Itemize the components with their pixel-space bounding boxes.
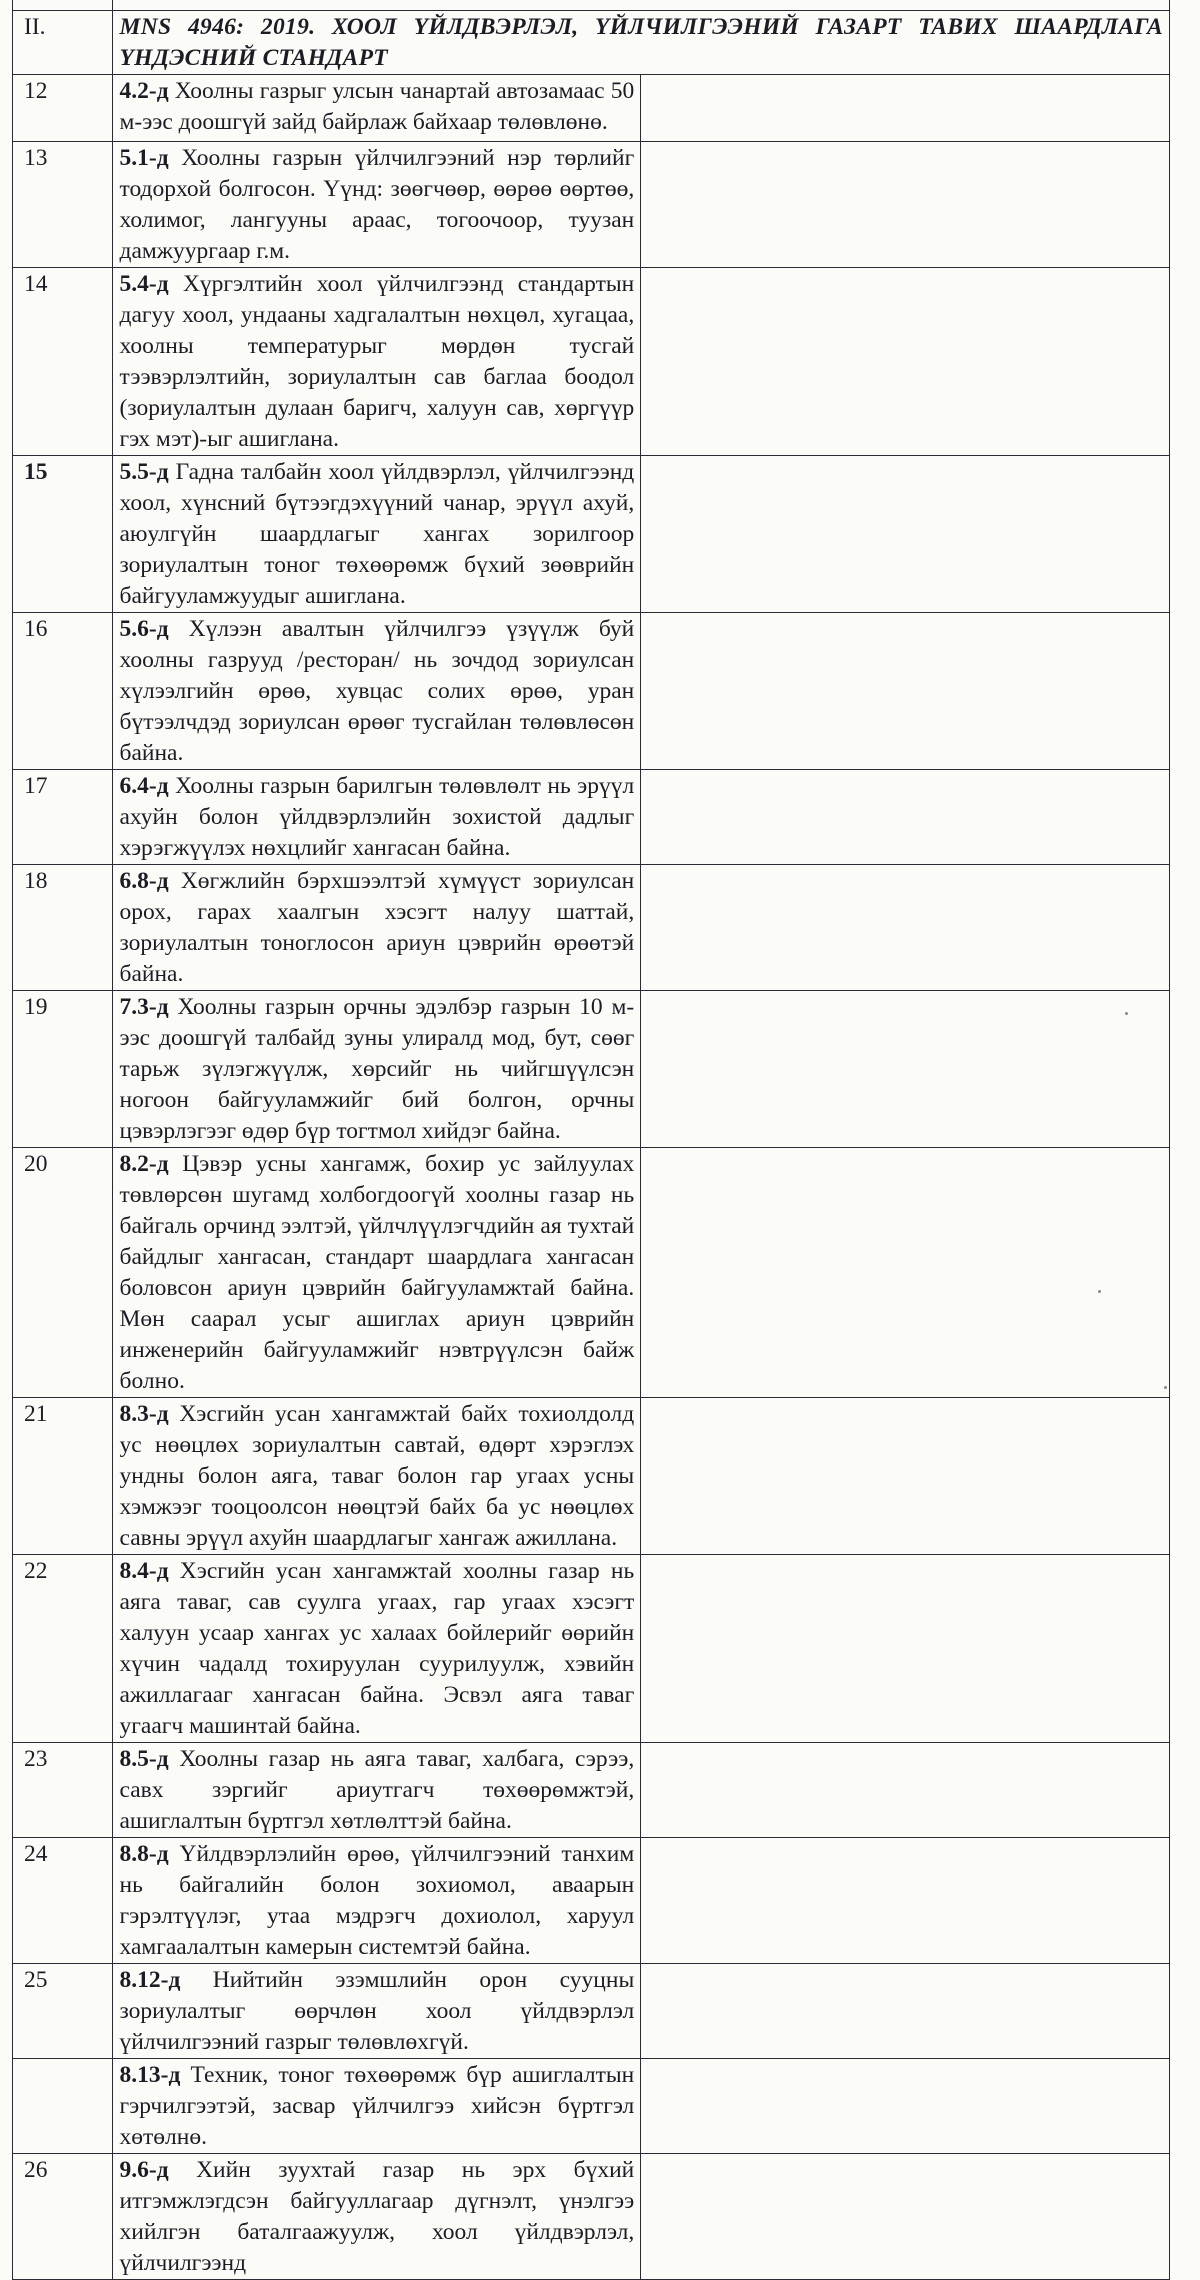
table-row	[13, 142, 1170, 268]
section-header-row	[13, 11, 1170, 75]
row-number: 18	[13, 865, 113, 991]
clause-code: 8.8-д	[119, 1841, 169, 1867]
empty-check-cell	[641, 1743, 1170, 1838]
table-row	[13, 2154, 1170, 2280]
table-row	[13, 1838, 1170, 1964]
empty-check-cell	[641, 865, 1170, 991]
requirement-cell	[112, 1743, 641, 1838]
requirement-cell	[112, 75, 641, 142]
empty-check-cell	[641, 268, 1170, 456]
clause-code: 9.6-д	[119, 2157, 169, 2183]
requirement-text: Хоолны газар нь аяга таваг, халбага, сэрээ, савх зэргийг ариутгагч төхөөрөмжтэй, ашиглалтын бүртгэл хөтлөлттэй байна.	[119, 1746, 635, 1834]
requirement-cell	[112, 613, 641, 770]
row-number: 16	[13, 613, 113, 770]
empty-check-cell	[641, 770, 1170, 865]
empty-check-cell	[641, 1398, 1170, 1555]
empty-check-cell	[641, 613, 1170, 770]
requirement-cell	[112, 142, 641, 268]
table-row	[13, 1555, 1170, 1743]
row-number: 19	[13, 991, 113, 1148]
requirement-cell	[112, 991, 641, 1148]
requirement-text: Хүлээн авалтын үйлчилгээ үзүүлж буй хоолны газрууд /ресторан/ нь зочдод зориулсан хүлээлгийн өрөө, хувцас солих өрөө, уран бүтээлчдэд зориулсан өрөөг тусгайлан төлөвлөсөн байна.	[119, 616, 635, 766]
clause-code: 8.13-д	[119, 2062, 181, 2088]
requirement-text: Гадна талбайн хоол үйлдвэрлэл, үйлчилгээнд хоол, хүнсний бүтээгдэхүүний чанар, эрүүл ахуй, аюулгүйн шаардлагыг хангах зорилгоор зориулалтын тоног төхөөрөмж бүхий зөөврийн байгууламжуудыг ашиглана.	[119, 459, 635, 609]
table-row	[13, 865, 1170, 991]
clause-code: 8.12-д	[119, 1967, 181, 1993]
clause-code: 6.4-д	[119, 773, 169, 799]
empty-check-cell	[641, 991, 1170, 1148]
requirement-cell	[112, 865, 641, 991]
empty-check-cell	[641, 456, 1170, 613]
row-number: 22	[13, 1555, 113, 1743]
section-number: II.	[13, 11, 113, 75]
clause-code: 8.3-д	[119, 1401, 169, 1427]
row-number: 12	[13, 75, 113, 142]
empty-check-cell	[641, 2059, 1170, 2154]
requirement-text: Үйлдвэрлэлийн өрөө, үйлчилгээний танхим нь байгалийн болон зохиомол, аваарын гэрэлтүүлэг, утаа мэдрэгч дохиолол, харуул хамгаалалтын камерын системтэй байна.	[119, 1841, 635, 1960]
scan-speck	[1098, 1290, 1101, 1293]
table-row	[13, 268, 1170, 456]
requirement-cell	[112, 2059, 641, 2154]
section-title: MNS 4946: 2019. ХООЛ ҮЙЛДВЭРЛЭЛ, ҮЙЛЧИЛГЭЭНИЙ ГАЗАРТ ТАВИХ ШААРДЛАГА ҮНДЭСНИЙ СТАНДАРТ	[112, 11, 1170, 75]
table-row	[13, 1964, 1170, 2059]
clause-code: 8.5-д	[119, 1746, 169, 1772]
empty-check-cell	[641, 2154, 1170, 2280]
row-number: 13	[13, 142, 113, 268]
requirement-cell	[112, 268, 641, 456]
clause-code: 4.2-д	[119, 78, 169, 104]
clause-code: 5.6-д	[119, 616, 169, 642]
clause-code: 7.3-д	[119, 994, 169, 1020]
requirement-text: Хүргэлтийн хоол үйлчилгээнд стандартын дагуу хоол, ундааны хадгалалтын нөхцөл, хугацаа, хоолны температурыг мөрдөн тусгай тээвэрлэлтийн, зориулалтын сав баглаа боодол (зориулалтын дулаан баригч, халуун сав, хөргүүр гэх мэт)-ыг ашиглана.	[119, 271, 635, 452]
empty-check-cell	[641, 1148, 1170, 1398]
requirement-cell	[112, 1555, 641, 1743]
empty-check-cell	[641, 1838, 1170, 1964]
table-row	[13, 991, 1170, 1148]
requirement-text: Цэвэр усны хангамж, бохир ус зайлуулах төвлөрсөн шугамд холбогдоогүй хоолны газар нь байгаль орчинд ээлтэй, үйлчлүүлэгчдийн ая тухтай байдлыг хангасан, стандарт шаардлага хангасан боловсон ариун цэврийн байгууламжтай байна. Мөн саарал усыг ашиглах ариун цэврийн инженерийн байгууламжийг нэвтрүүлсэн байж болно.	[119, 1151, 635, 1394]
empty-check-cell	[641, 75, 1170, 142]
top-cutoff-row	[13, 0, 1170, 11]
table-row	[13, 1398, 1170, 1555]
empty-check-cell	[641, 142, 1170, 268]
requirement-text: Хоолны газрын барилгын төлөвлөлт нь эрүүл ахуйн болон үйлдвэрлэлийн зохистой дадлыг хэрэгжүүлэх нөхцлийг хангасан байна.	[119, 773, 635, 861]
clause-code: 8.2-д	[119, 1151, 169, 1177]
row-number: 21	[13, 1398, 113, 1555]
requirement-cell	[112, 1838, 641, 1964]
requirement-text: Хоолны газрын орчны эдэлбэр газрын 10 м-ээс доошгүй талбайд зуны улиралд мод, бут, сөөг тарьж зүлэгжүүлж, хөрсийг нь чийгшүүлсэн ногоон байгууламжийг бий болгон, орчны цэвэрлэгээг өдөр бүр тогтмол хийдэг байна.	[119, 994, 635, 1144]
requirement-cell	[112, 1398, 641, 1555]
requirements-table	[12, 0, 1170, 2280]
empty-check-cell	[641, 1555, 1170, 1743]
table-row	[13, 2059, 1170, 2154]
requirement-text: Техник, тоног төхөөрөмж бүр ашиглалтын гэрчилгээтэй, засвар үйлчилгээ хийсэн бүртгэл хөтөлнө.	[119, 2062, 635, 2150]
row-number: 15	[13, 456, 113, 613]
clause-code: 8.4-д	[119, 1558, 169, 1584]
requirement-text: Хөгжлийн бэрхшээлтэй хүмүүст зориулсан орох, гарах хаалгын хэсэгт налуу шаттай, зориулалтын тоноглосон ариун цэврийн өрөөтэй байна.	[119, 868, 635, 987]
scan-speck	[1164, 1386, 1167, 1389]
row-number: 14	[13, 268, 113, 456]
table-row	[13, 456, 1170, 613]
requirement-text: Хоолны газрыг улсын чанартай автозамаас 50 м-ээс доошгүй зайд байрлаж байхаар төлөвлөнө.	[119, 78, 635, 135]
requirement-cell	[112, 2154, 641, 2280]
row-number: 25	[13, 1964, 113, 2059]
row-number: 23	[13, 1743, 113, 1838]
requirement-cell	[112, 770, 641, 865]
clause-code: 5.5-д	[119, 459, 169, 485]
table-row	[13, 613, 1170, 770]
requirement-text: Хийн зуухтай газар нь эрх бүхий итгэмжлэгдсэн байгууллагаар дүгнэлт, үнэлгээ хийлгэн баталгаажуулж, хоол үйлдвэрлэл, үйлчилгээнд	[119, 2157, 635, 2276]
row-number: 20	[13, 1148, 113, 1398]
requirement-cell	[112, 1148, 641, 1398]
requirement-text: Нийтийн эзэмшлийн орон сууцны зориулалтыг өөрчлөн хоол үйлдвэрлэл үйлчилгээний газрыг төлөвлөхгүй.	[119, 1967, 635, 2055]
row-number: 17	[13, 770, 113, 865]
scan-speck	[1125, 1012, 1128, 1015]
requirement-text: Хэсгийн усан хангамжтай хоолны газар нь аяга таваг, сав суулга угаах, гар угаах хэсэгт халуун усаар хангах ус халаах бойлерийг өөрийн хүчин чадалд тохируулан суурилуулж, хэвийн ажиллагааг хангасан байна. Эсвэл аяга таваг угаагч машинтай байна.	[119, 1558, 635, 1739]
requirement-cell	[112, 456, 641, 613]
clause-code: 5.4-д	[119, 271, 169, 297]
table-row	[13, 770, 1170, 865]
empty-check-cell	[641, 1964, 1170, 2059]
row-number: 26	[13, 2154, 113, 2280]
requirement-text: Хэсгийн усан хангамжтай байх тохиолдолд ус нөөцлөх зориулалтын савтай, өдөрт хэрэглэх ундны болон аяга, таваг болон гар угаах усны хэмжээг тооцоолсон нөөцтэй байх ба ус нөөцлөх савны эрүүл ахуйн шаардлагыг хангаж ажиллана.	[119, 1401, 635, 1551]
table-row	[13, 1148, 1170, 1398]
table-row	[13, 75, 1170, 142]
requirement-text: Хоолны газрын үйлчилгээний нэр төрлийг тодорхой болгосон. Үүнд: зөөгчөөр, өөрөө өөртөө, холимог, лангууны араас, тогоочоор, туузан дамжуургаар г.м.	[119, 145, 635, 264]
row-number	[13, 2059, 113, 2154]
table-row	[13, 1743, 1170, 1838]
clause-code: 5.1-д	[119, 145, 169, 171]
requirement-cell	[112, 1964, 641, 2059]
row-number: 24	[13, 1838, 113, 1964]
clause-code: 6.8-д	[119, 868, 169, 894]
